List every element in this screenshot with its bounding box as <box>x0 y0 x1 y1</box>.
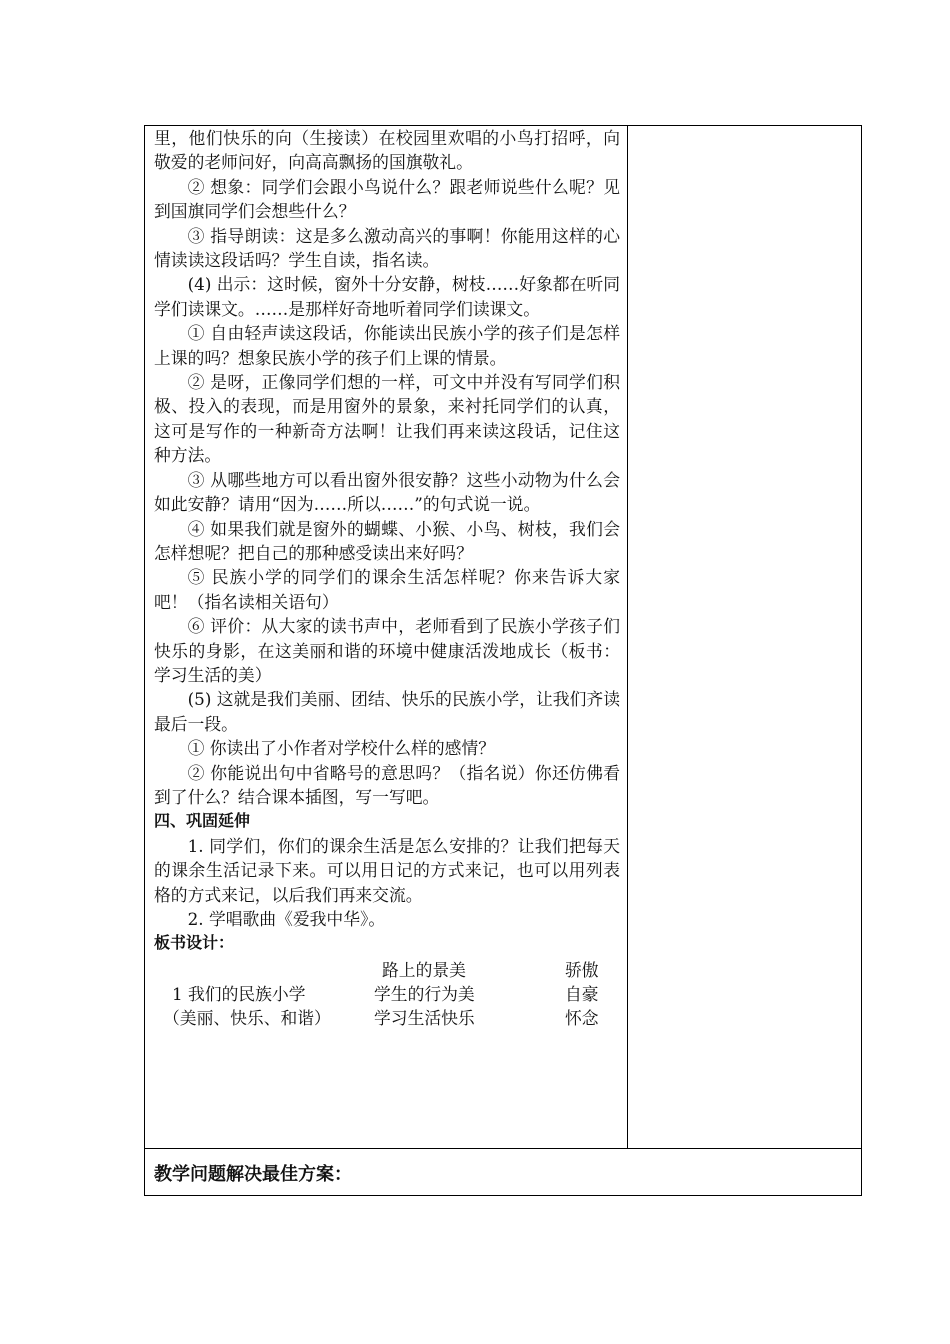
paragraph: 1. 同学们，你们的课余生活是怎么安排的？让我们把每天的课余生活记录下来。可以用日记的方式来记，也可以用列表格的方式来记，以后我们再来交流。 <box>154 835 620 905</box>
lesson-content-cell <box>145 126 628 1148</box>
lesson-content <box>154 126 620 1033</box>
solution-row <box>145 1148 861 1195</box>
paragraph: ② 想象：同学们会跟小鸟说什么？跟老师说些什么呢？见到国旗同学们会想些什么？ <box>154 176 620 222</box>
paragraph: ③ 指导朗读：这是多么激动高兴的事啊！你能用这样的心情读读这段话吗？学生自读，指名读。 <box>154 225 620 271</box>
board-middle-item: 路上的景美 <box>382 959 466 980</box>
paragraph: 2. 学唱歌曲《爱我中华》。 <box>187 909 386 929</box>
board-title: 1 我们的民族小学 <box>172 983 306 1004</box>
paragraph: (5) 这就是我们美丽、团结、快乐的民族小学，让我们齐读最后一段。 <box>154 689 620 734</box>
board-middle-item: 学生的行为美 <box>374 983 475 1004</box>
board-subtitle: （美丽、快乐、和谐） <box>163 1007 331 1028</box>
paragraph: (4) 出示：这时候，窗外十分安静，树枝……好象都在听同学们读课文。……是那样好奇地听着同学们读课文。 <box>154 274 620 319</box>
board-right-item: 骄傲 <box>565 959 599 980</box>
notes-cell <box>628 126 861 1148</box>
paragraph: 里，他们快乐的向（生接读）在校园里欢唱的小鸟打招呼，向敬爱的老师问好，向高高飘扬的国旗敬礼。 <box>154 128 620 173</box>
paragraph: ③ 从哪些地方可以看出窗外很安静？这些小动物为什么会如此安静？请用“因为……所以……”的句式说一说。 <box>154 469 620 515</box>
section-heading: 四、巩固延伸 <box>154 811 251 831</box>
board-design <box>154 958 620 1033</box>
lesson-plan-table <box>144 125 862 1196</box>
solution-heading: 教学问题解决最佳方案： <box>154 1164 352 1185</box>
paragraph: ② 你能说出句中省略号的意思吗？（指名说）你还仿佛看到了什么？结合课本插图，写一写吧。 <box>154 762 620 807</box>
paragraph: ④ 如果我们就是窗外的蝴蝶、小猴、小鸟、树枝，我们会怎样想呢？把自己的那种感受读出来好吗？ <box>154 518 620 563</box>
board-right-item: 自豪 <box>565 983 599 1004</box>
board-heading: 板书设计： <box>154 933 235 953</box>
board-middle-item: 学习生活快乐 <box>374 1007 475 1028</box>
paragraph: ② 是呀，正像同学们想的一样，可文中并没有写同学们积极、投入的表现，而是用窗外的景象，来衬托同学们的认真，这可是写作的一种新奇方法啊！让我们再来读这段话，记住这种方法。 <box>154 372 620 466</box>
paragraph: ① 你读出了小作者对学校什么样的感情？ <box>187 738 495 759</box>
paragraph: ⑥ 评价：从大家的读书声中，老师看到了民族小学孩子们快乐的身影，在这美丽和谐的环境中健康活泼地成长（板书：学习生活的美） <box>154 616 620 685</box>
paragraph: ① 自由轻声读这段话，你能读出民族小学的孩子们是怎样上课的吗？想象民族小学的孩子们上课的情景。 <box>154 323 620 368</box>
paragraph: ⑤ 民族小学的同学们的课余生活怎样呢？你来告诉大家吧！（指名读相关语句） <box>154 567 620 612</box>
board-right-item: 怀念 <box>565 1007 599 1028</box>
